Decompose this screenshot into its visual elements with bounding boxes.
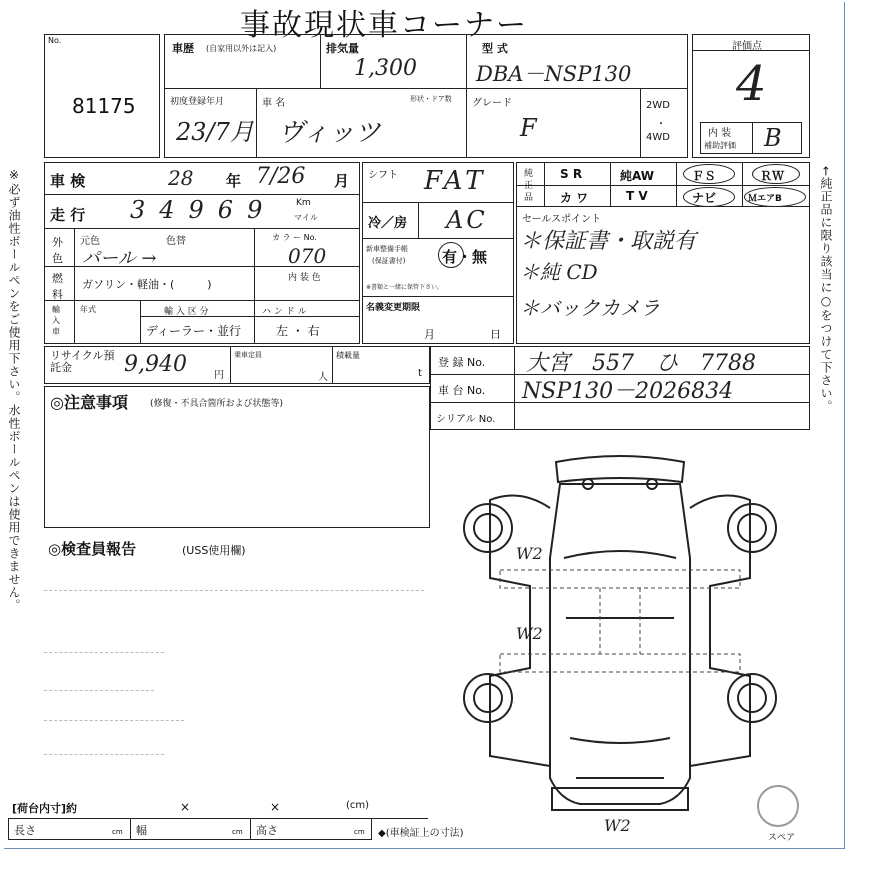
- recycle-value: 9,940: [124, 352, 187, 377]
- recycle-unit: 円: [214, 370, 224, 381]
- handle-value: 左 ・ 右: [276, 324, 320, 338]
- shift-label: シフト: [368, 170, 398, 181]
- import-type-value: ディーラー・並行: [146, 324, 242, 338]
- fuel-label: 燃料: [52, 272, 63, 301]
- sales-point-2: ＊純 CD: [520, 260, 598, 284]
- sales-point-1: ＊保証書・取説有: [520, 229, 697, 254]
- month-label: 月: [334, 172, 350, 190]
- color-value: パール →: [82, 248, 157, 269]
- interior-value: B: [764, 124, 782, 152]
- import-year: 年式: [80, 305, 96, 314]
- color-no-value: 070: [288, 244, 327, 268]
- capacity-label: 乗車定員: [234, 351, 262, 359]
- score-value: 4: [736, 56, 767, 112]
- cargo-box: [8, 818, 372, 840]
- drive-2wd: 2WD: [646, 100, 670, 111]
- chassis-label: 車 台 No.: [438, 384, 486, 397]
- model-label: 型 式: [482, 42, 508, 55]
- inspection-label: 車 検: [50, 172, 86, 190]
- record-sub: (保証書付): [372, 257, 406, 265]
- side-note-right: ←純正品に限り該当に○をつけて下さい。: [819, 166, 833, 414]
- grade-value: F: [520, 114, 537, 142]
- interior-color-label: 内 装 色: [288, 273, 321, 283]
- option-airbag: ＭエアB: [748, 194, 782, 204]
- spare-label: スペア: [768, 833, 796, 843]
- displacement-value: 1,300: [354, 56, 417, 81]
- score-label: 評価点: [732, 41, 762, 52]
- cargo-width-cm: cm: [232, 828, 243, 836]
- page-title: 事故現状車コーナー: [240, 8, 528, 43]
- record-circle: [438, 242, 464, 268]
- sales-point-3: ＊バックカメラ: [520, 296, 660, 320]
- inspector-label: ◎検査員報告: [48, 540, 137, 558]
- mileage-value: 34969: [130, 196, 277, 224]
- no-label: No.: [48, 36, 62, 45]
- cargo-width: 幅: [136, 824, 147, 837]
- chassis-value: NSP130－2026834: [522, 379, 734, 404]
- inspection-year: 28: [168, 166, 194, 190]
- record-note: ※書類と一緒に保管下さい。: [366, 284, 444, 291]
- circle-airbag: [744, 187, 806, 207]
- ac-value: AC: [446, 206, 488, 234]
- first-reg-value: 23/7月: [176, 118, 254, 146]
- circle-navi: [683, 187, 735, 207]
- interior-sub: 補助評価: [704, 141, 736, 150]
- ac-label: 冷／房: [368, 216, 408, 231]
- genuine-label: 純正品: [524, 169, 534, 203]
- option-navi: ナビ: [692, 191, 717, 205]
- cargo-height-cm: cm: [354, 828, 365, 836]
- inspector-sub: (USS使用欄): [182, 544, 246, 557]
- no-value: 81175: [72, 94, 136, 118]
- cargo-unit: (cm): [346, 800, 370, 811]
- damage-mark-2: W2: [516, 624, 543, 643]
- mile-label: マイル: [294, 213, 318, 222]
- option-fs: ＦＳ: [692, 169, 717, 183]
- option-leather: カ ワ: [560, 191, 589, 205]
- sales-label: セールスポイント: [522, 214, 602, 225]
- import-label: 輸入車: [52, 305, 60, 336]
- side-note-left: ※必ず油性ボールペンをご使用下さい。水性ボールペンは使用できません。: [7, 168, 21, 612]
- reg-value: 大宮 557 ひ 7788: [526, 351, 756, 376]
- km-label: Km: [296, 198, 311, 208]
- cargo-title: [荷台内寸]約: [12, 802, 78, 815]
- interior-label: 内 装: [708, 128, 732, 139]
- damage-mark-3: W2: [604, 816, 631, 835]
- load-label: 積載量: [336, 351, 360, 360]
- name-change-day: 日: [490, 328, 501, 341]
- notes-sub: (修復・不具合箇所および状態等): [150, 399, 284, 409]
- car-name-value: ヴィッツ: [278, 118, 381, 148]
- cargo-height: 高さ: [256, 824, 278, 837]
- cargo-x2: ×: [270, 800, 281, 814]
- drive-dot: ・: [656, 119, 666, 130]
- history-label: 車歴: [172, 42, 194, 55]
- shape-label: 形状・ドア数: [410, 95, 452, 103]
- notes-label: ◎注意事項: [50, 393, 128, 412]
- fuel-value: ガソリン・軽油・( ): [82, 278, 212, 291]
- circle-fs: [683, 164, 735, 184]
- car-diagram: [460, 448, 820, 838]
- repaint-label: 色替: [166, 236, 186, 247]
- cargo-length: 長さ: [14, 824, 36, 837]
- option-aw: 純AW: [620, 169, 654, 183]
- displacement-label: 排気量: [326, 42, 359, 55]
- record-value: 有・無: [442, 248, 488, 266]
- inspection-date: 7/26: [256, 164, 306, 189]
- first-reg-label: 初度登録年月: [170, 97, 225, 107]
- recycle-label: リサイクル預託金: [50, 349, 115, 374]
- mileage-label: 走 行: [50, 206, 86, 224]
- shift-value: FAT: [424, 166, 487, 196]
- orig-color-label: 元色: [80, 236, 100, 247]
- circle-rw: [752, 164, 800, 184]
- damage-mark-1: W2: [516, 544, 543, 563]
- color-label: 外色: [52, 236, 63, 265]
- serial-label: シリアル No.: [436, 414, 496, 425]
- capacity-unit: 人: [318, 372, 328, 383]
- name-change-label: 名義変更期限: [366, 303, 421, 313]
- load-unit: t: [418, 368, 422, 379]
- option-tv: T V: [626, 189, 648, 203]
- grade-label: グレード: [472, 98, 512, 109]
- reg-label: 登 録 No.: [438, 356, 486, 369]
- color-no-label: カ ラ ー No.: [272, 233, 317, 242]
- model-value: DBA－NSP130: [476, 62, 632, 86]
- handle-label: ハ ン ド ル: [262, 307, 307, 317]
- record-label: 新車整備手帳: [366, 245, 408, 253]
- cargo-length-cm: cm: [112, 828, 123, 836]
- cargo-x1: ×: [180, 800, 191, 814]
- option-sr: S R: [560, 167, 583, 181]
- car-name-label: 車 名: [262, 98, 286, 109]
- option-rw: ＲＷ: [760, 169, 785, 183]
- year-label: 年: [226, 172, 242, 190]
- drive-4wd: 4WD: [646, 132, 670, 143]
- import-type-label: 輸 入 区 分: [164, 307, 209, 317]
- name-change-month: 月: [424, 328, 435, 341]
- cargo-note: ◆(車検証上の寸法): [378, 828, 464, 839]
- history-note: (自家用以外は記入): [206, 44, 277, 53]
